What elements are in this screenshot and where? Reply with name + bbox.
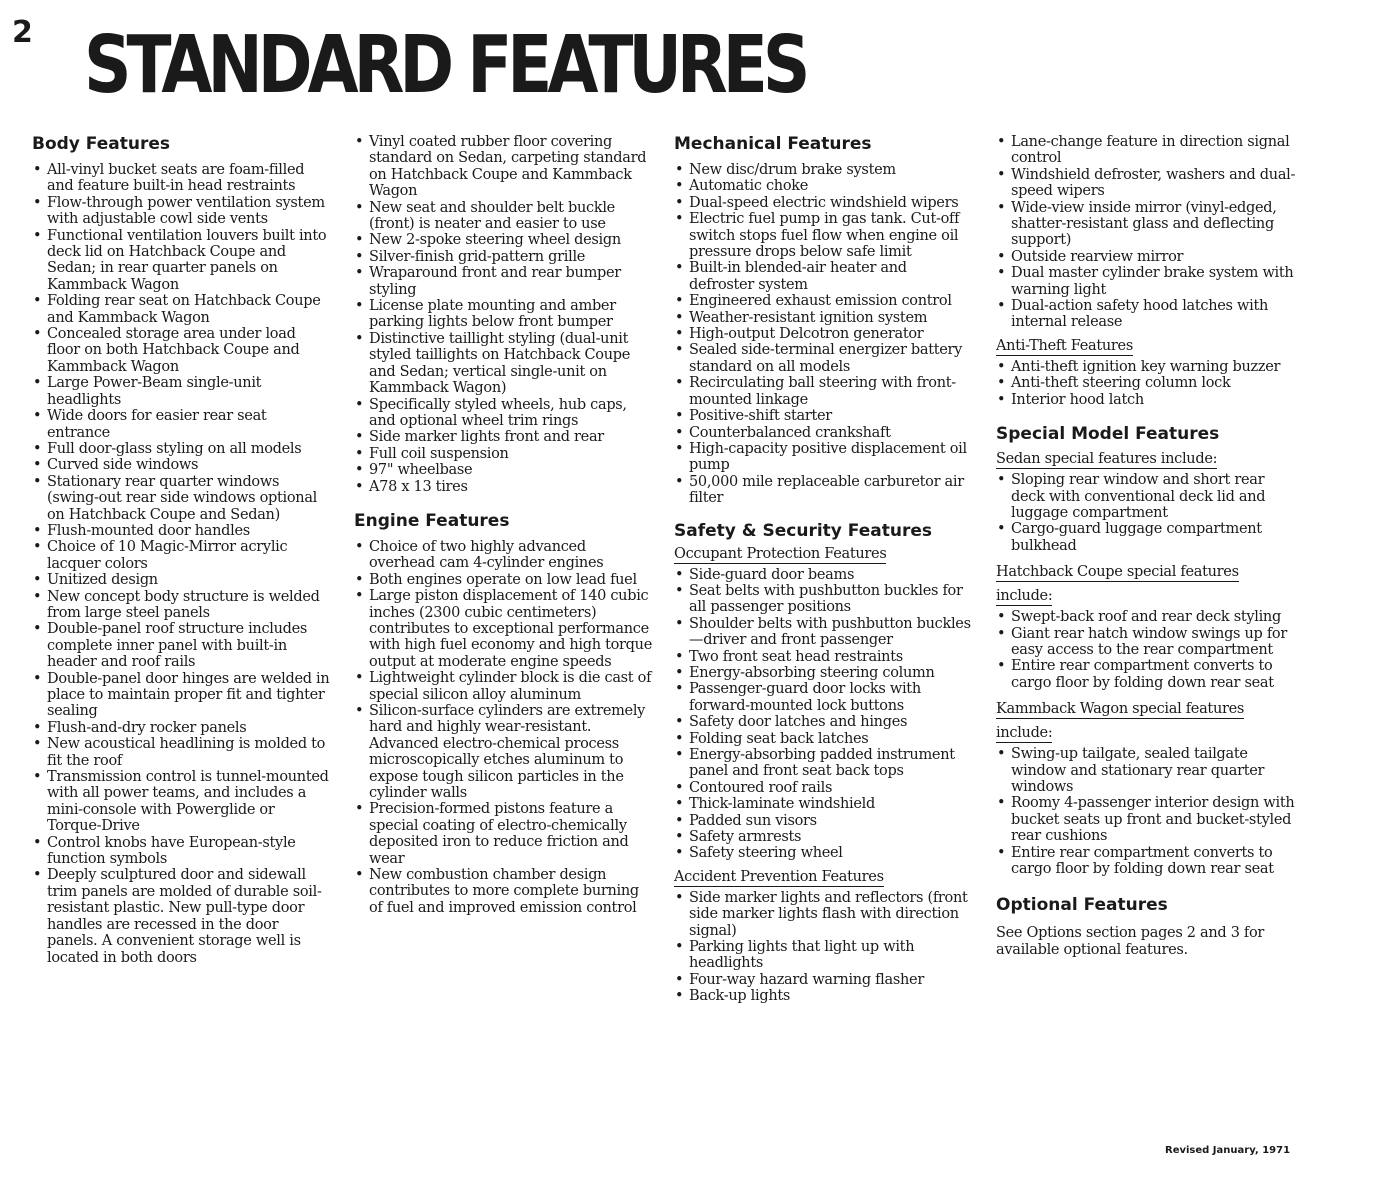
list-item: • 97" wheelbase xyxy=(354,462,654,478)
list-item: • Energy-absorbing padded instrument panel and front seat back tops xyxy=(674,747,974,780)
mechanical-features-list xyxy=(674,162,974,507)
list-item: • Dual-action safety hood latches with internal release xyxy=(996,298,1296,331)
list-item: • Back-up lights xyxy=(674,988,974,1004)
list-item: • Electric fuel pump in gas tank. Cut-off switch stops fuel flow when engine oil pressure drops below safe limit xyxy=(674,211,974,260)
list-item: • All-vinyl bucket seats are foam-filled and feature built-in head restraints xyxy=(32,162,332,195)
revision-note: Revised January, 1971 xyxy=(1165,1145,1291,1156)
list-item: • Energy-absorbing steering column xyxy=(674,665,974,681)
list-item: • Swing-up tailgate, sealed tailgate window and stationary rear quarter windows xyxy=(996,746,1296,795)
list-item: • Specifically styled wheels, hub caps, and optional wheel trim rings xyxy=(354,397,654,430)
optional-features-heading: Optional Features xyxy=(996,895,1168,916)
list-item: • Flush-and-dry rocker panels xyxy=(32,720,332,736)
hatchback-special-list xyxy=(996,609,1296,691)
list-item: • Safety door latches and hinges xyxy=(674,714,974,730)
list-item: • A78 x 13 tires xyxy=(354,479,654,495)
list-item: • Positive-shift starter xyxy=(674,408,974,424)
list-item: • Silicon-surface cylinders are extremely hard and highly wear-resistant. Advanced electro-chemical process microscopically etches aluminum to expose tough silicon particles in the cylinder walls xyxy=(354,703,654,801)
list-item: • Recirculating ball steering with front-mounted linkage xyxy=(674,375,974,408)
accident-prevention-list xyxy=(674,890,974,1005)
list-item: • Sloping rear window and short rear deck with conventional deck lid and luggage compartment xyxy=(996,472,1296,521)
list-item: • Seat belts with pushbutton buckles for all passenger positions xyxy=(674,583,974,616)
list-item: • Choice of two highly advanced overhead cam 4-cylinder engines xyxy=(354,539,654,572)
list-item: • Contoured roof rails xyxy=(674,780,974,796)
list-item: • Thick-laminate windshield xyxy=(674,796,974,812)
hatchback-special-heading-continued: include: xyxy=(996,588,1053,605)
mechanical-features-heading: Mechanical Features xyxy=(674,134,872,154)
list-item: • Lane-change feature in direction signal control xyxy=(996,134,1296,167)
list-item: • Four-way hazard warning flasher xyxy=(674,972,974,988)
list-item: • Folding seat back latches xyxy=(674,731,974,747)
list-item: • Weather-resistant ignition system xyxy=(674,310,974,326)
list-item: • Entire rear compartment converts to cargo floor by folding down rear seat xyxy=(996,845,1296,878)
list-item: • Folding rear seat on Hatchback Coupe and Kammback Wagon xyxy=(32,293,332,326)
list-item: • Side marker lights and reflectors (front side marker lights flash with direction signal) xyxy=(674,890,974,939)
list-item: • Passenger-guard door locks with forward-mounted lock buttons xyxy=(674,681,974,714)
column-1 xyxy=(32,134,332,970)
page-number: 2 xyxy=(12,15,33,50)
accident-prevention-list-continued xyxy=(996,134,1296,331)
list-item: • Giant rear hatch window swings up for easy access to the rear compartment xyxy=(996,626,1296,659)
kammback-special-heading-continued: include: xyxy=(996,725,1053,742)
list-item: • Automatic choke xyxy=(674,178,974,194)
list-item: • Transmission control is tunnel-mounted with all power teams, and includes a mini-console with Powerglide or Torque-Drive xyxy=(32,769,332,835)
sedan-special-heading: Sedan special features include: xyxy=(996,451,1218,468)
engine-features-list xyxy=(354,539,654,916)
list-item: • Silver-finish grid-pattern grille xyxy=(354,249,654,265)
list-item: • Deeply sculptured door and sidewall trim panels are molded of durable soil-resistant plastic. New pull-type door handles are recessed in the door panels. A convenient storage well is located in both doors xyxy=(32,867,332,965)
body-features-heading: Body Features xyxy=(32,134,170,154)
occupant-protection-heading: Occupant Protection Features xyxy=(674,545,887,562)
list-item: • Cargo-guard luggage compartment bulkhead xyxy=(996,521,1296,554)
list-item: • Precision-formed pistons feature a special coating of electro-chemically deposited iron to reduce friction and wear xyxy=(354,801,654,867)
list-item: • Built-in blended-air heater and defroster system xyxy=(674,260,974,293)
list-item: • New 2-spoke steering wheel design xyxy=(354,232,654,248)
list-item: • Wraparound front and rear bumper styling xyxy=(354,265,654,298)
optional-features-text: See Options section pages 2 and 3 for available optional features. xyxy=(996,925,1265,958)
list-item: • Both engines operate on low lead fuel xyxy=(354,572,654,588)
list-item: • Lightweight cylinder block is die cast of special silicon alloy aluminum xyxy=(354,670,654,703)
list-item: • Outside rearview mirror xyxy=(996,249,1296,265)
list-item: • Parking lights that light up with headlights xyxy=(674,939,974,972)
kammback-special-heading: Kammback Wagon special features xyxy=(996,701,1245,718)
list-item: • Sealed side-terminal energizer battery standard on all models xyxy=(674,342,974,375)
anti-theft-list xyxy=(996,359,1296,408)
column-4 xyxy=(996,134,1296,958)
list-item: • Concealed storage area under load floor on both Hatchback Coupe and Kammback Wagon xyxy=(32,326,332,375)
list-item: • Anti-theft ignition key warning buzzer xyxy=(996,359,1296,375)
list-item: • New combustion chamber design contributes to more complete burning of fuel and improved emission control xyxy=(354,867,654,916)
kammback-special-list xyxy=(996,746,1296,877)
list-item: • High-capacity positive displacement oil pump xyxy=(674,441,974,474)
list-item: • Flush-mounted door handles xyxy=(32,523,332,539)
list-item: • Large Power-Beam single-unit headlights xyxy=(32,375,332,408)
list-item: • Double-panel door hinges are welded in place to maintain proper fit and tighter sealing xyxy=(32,671,332,720)
list-item: • Dual-speed electric windshield wipers xyxy=(674,195,974,211)
list-item: • Counterbalanced crankshaft xyxy=(674,425,974,441)
list-item: • Side-guard door beams xyxy=(674,567,974,583)
list-item: • Engineered exhaust emission control xyxy=(674,293,974,309)
list-item: • Flow-through power ventilation system with adjustable cowl side vents xyxy=(32,195,332,228)
list-item: • Two front seat head restraints xyxy=(674,649,974,665)
occupant-protection-list xyxy=(674,567,974,862)
special-model-features-heading: Special Model Features xyxy=(996,424,1220,445)
list-item: • New concept body structure is welded from large steel panels xyxy=(32,589,332,622)
body-features-list xyxy=(32,162,332,966)
list-item: • Double-panel roof structure includes complete inner panel with built-in header and roof rails xyxy=(32,621,332,670)
hatchback-special-heading: Hatchback Coupe special features xyxy=(996,564,1239,581)
body-features-list-continued xyxy=(354,134,654,495)
list-item: • Wide doors for easier rear seat entrance xyxy=(32,408,332,441)
accident-prevention-heading: Accident Prevention Features xyxy=(674,868,884,885)
list-item: • High-output Delcotron generator xyxy=(674,326,974,342)
list-item: • Shoulder belts with pushbutton buckles—driver and front passenger xyxy=(674,616,974,649)
list-item: • Functional ventilation louvers built into deck lid on Hatchback Coupe and Sedan; in rear quarter panels on Kammback Wagon xyxy=(32,228,332,294)
list-item: • Full coil suspension xyxy=(354,446,654,462)
engine-features-heading: Engine Features xyxy=(354,510,510,531)
anti-theft-heading: Anti-Theft Features xyxy=(996,337,1133,354)
list-item: • Full door-glass styling on all models xyxy=(32,441,332,457)
list-item: • New seat and shoulder belt buckle (front) is neater and easier to use xyxy=(354,200,654,233)
column-2 xyxy=(354,134,654,920)
list-item: • Choice of 10 Magic-Mirror acrylic lacquer colors xyxy=(32,539,332,572)
list-item: • 50,000 mile replaceable carburetor air filter xyxy=(674,474,974,507)
column-3 xyxy=(674,134,974,1009)
list-item: • Curved side windows xyxy=(32,457,332,473)
list-item: • Anti-theft steering column lock xyxy=(996,375,1296,391)
list-item: • Padded sun visors xyxy=(674,813,974,829)
page-title: STANDARD FEATURES xyxy=(84,18,806,112)
list-item: • License plate mounting and amber parking lights below front bumper xyxy=(354,298,654,331)
list-item: • Safety armrests xyxy=(674,829,974,845)
list-item: • New acoustical headlining is molded to fit the roof xyxy=(32,736,332,769)
list-item: • Large piston displacement of 140 cubic inches (2300 cubic centimeters) contributes to exceptional performance with high fuel economy and high torque output at moderate engine speeds xyxy=(354,588,654,670)
list-item: • Stationary rear quarter windows (swing-out rear side windows optional on Hatchback Coupe and Sedan) xyxy=(32,474,332,523)
list-item: • Control knobs have European-style function symbols xyxy=(32,835,332,868)
list-item: • Interior hood latch xyxy=(996,392,1296,408)
list-item: • Windshield defroster, washers and dual-speed wipers xyxy=(996,167,1296,200)
list-item: • Swept-back roof and rear deck styling xyxy=(996,609,1296,625)
list-item: • Wide-view inside mirror (vinyl-edged, shatter-resistant glass and deflecting support) xyxy=(996,200,1296,249)
list-item: • Roomy 4-passenger interior design with bucket seats up front and bucket-styled rear cushions xyxy=(996,795,1296,844)
sedan-special-list xyxy=(996,472,1296,554)
list-item: • Safety steering wheel xyxy=(674,845,974,861)
list-item: • Distinctive taillight styling (dual-unit styled taillights on Hatchback Coupe and Sedan; vertical single-unit on Kammback Wagon) xyxy=(354,331,654,397)
safety-features-heading: Safety & Security Features xyxy=(674,520,932,541)
list-item: • Entire rear compartment converts to cargo floor by folding down rear seat xyxy=(996,658,1296,691)
list-item: • Vinyl coated rubber floor covering standard on Sedan, carpeting standard on Hatchback Coupe and Kammback Wagon xyxy=(354,134,654,200)
list-item: • Side marker lights front and rear xyxy=(354,429,654,445)
list-item: • Dual master cylinder brake system with warning light xyxy=(996,265,1296,298)
list-item: • Unitized design xyxy=(32,572,332,588)
list-item: • New disc/drum brake system xyxy=(674,162,974,178)
